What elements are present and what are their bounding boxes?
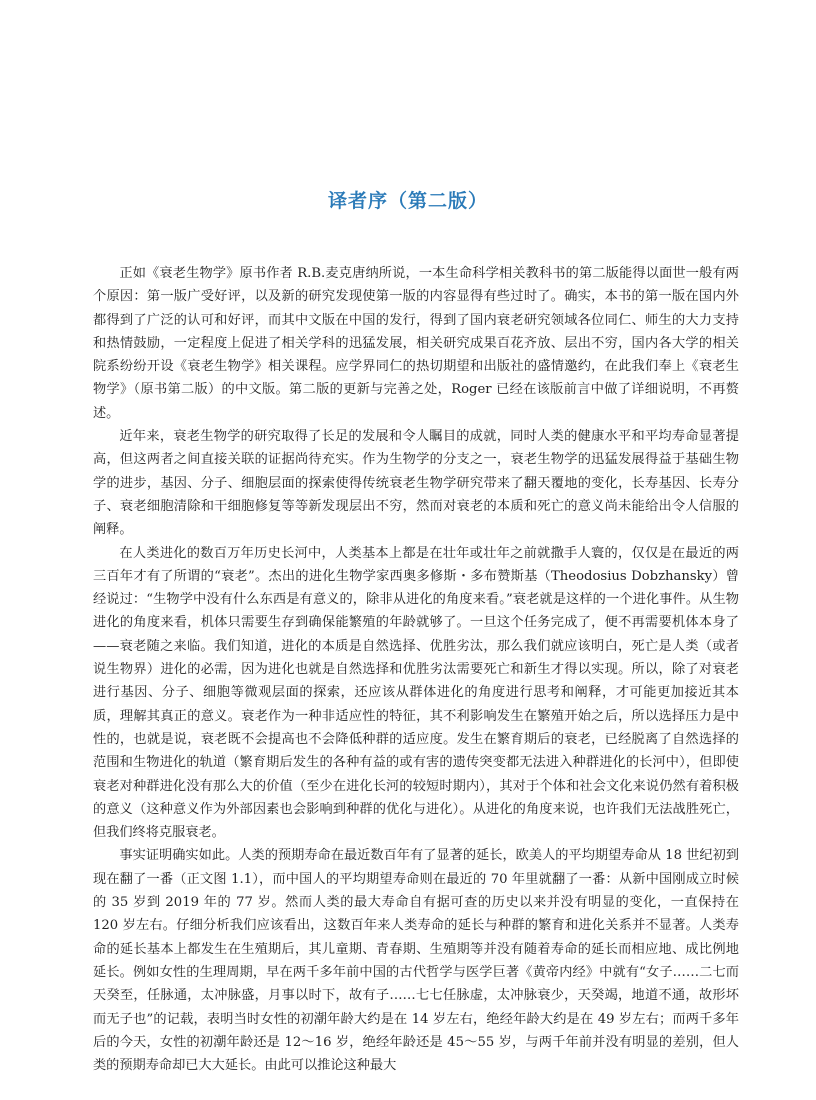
- paragraph-1: 正如《衰老生物学》原书作者 R.B.麦克唐纳所说，一本生命科学相关教科书的第二版能得以面世一般有两个原因：第一版广受好评，以及新的研究发现使第一版的内容显得有些过时了。确实，本书的第一版在国内外都得到了广泛的认可和好评，而其中文版在中国的发行，得到了国内衰老研究领域各位同仁、师生的大力支持和热情鼓励，一定程度上促进了相关学科的迅猛发展，相关研究成果百花齐放、层出不穷，国内各大学的相关院系纷纷开设《衰老生物学》相关课程。应学界同仁的热切期望和出版社的盛情邀约，在此我们奉上《衰老生物学》（原书第二版）的中文版。第二版的更新与完善之处，Roger 已经在该版前言中做了详细说明，不再赘述。: [93, 266, 739, 421]
- paragraph-3: 在人类进化的数百万年历史长河中，人类基本上都是在壮年或壮年之前就撒手人寰的，仅仅是在最近的两三百年才有了所谓的“衰老”。杰出的进化生物学家西奥多修斯・多布赞斯基（Theodosius Dobzhansky）曾经说过：“生物学中没有什么东西是有意义的，除非从进化的角度来看。”衰老就是这样的一个进化事件。从生物进化的角度来看，机体只需要生存到确保能繁殖的年龄就够了。一旦这个任务完成了，便不再需要机体本身了——衰老随之来临。我们知道，进化的本质是自然选择、优胜劣汰，那么我们就应该明白，死亡是人类（或者说生物界）进化的必需，因为进化也就是自然选择和优胜劣汰需要死亡和新生才得以实现。所以，除了对衰老进行基因、分子、细胞等微观层面的探索，还应该从群体进化的角度进行思考和阐释，才可能更加接近其本质，理解其真正的意义。衰老作为一种非适应性的特征，其不利影响发生在繁殖开始之后，所以选择压力是中性的，也就是说，衰老既不会提高也不会降低种群的适应度。发生在繁育期后的衰老，已经脱离了自然选择的范围和生物进化的轨道（繁育期后发生的各种有益的或有害的遗传突变都无法进入种群进化的长河中），但即使衰老对种群进化没有那么大的价值（至少在进化长河的较短时期内），其对于个体和社会文化来说仍然有着积极的意义（这种意义作为外部因素也会影响到种群的优化与进化）。从进化的角度来说，也许我们无法战胜死亡，但我们终将克服衰老。: [93, 545, 739, 841]
- body-text: [93, 262, 739, 1077]
- page-title: 译者序（第二版）: [327, 190, 488, 212]
- paragraph-4: 事实证明确实如此。人类的预期寿命在最近数百年有了显著的延长，欧美人的平均期望寿命从 18 世纪初到现在翻了一番（正文图 1.1），而中国人的平均期望寿命则在最近的 70 年里就翻了一番：从新中国刚成立时候的 35 岁到 2019 年的 77 岁。然而人类的最大寿命自有据可查的历史以来并没有明显的变化，一直保持在 120 岁左右。仔细分析我们应该看出，这数百年来人类寿命的延长与种群的繁育和进化关系并不显著。人类寿命的延长基本上都发生在生殖期后，其儿童期、青春期、生殖期等并没有随着寿命的延长而相应地、成比例地延长。例如女性的生理周期，早在两千多年前中国的古代哲学与医学巨著《黄帝内经》中就有“女子……二七而天癸至，任脉通，太冲脉盛，月事以时下，故有子……七七任脉虚，太冲脉衰少，天癸竭，地道不通，故形坏而无子也”的记载，表明当时女性的初潮年龄大约是在 14 岁左右，绝经年龄大约是在 49 岁左右；而两千多年后的今天，女性的初潮年龄还是 12～16 岁，绝经年龄还是 45～55 岁，与两千年前并没有明显的差别，但人类的预期寿命却已大大延长。由此可以推论这种最大: [93, 848, 739, 1074]
- paragraph-2: 近年来，衰老生物学的研究取得了长足的发展和令人瞩目的成就，同时人类的健康水平和平均寿命显著提高，但这两者之间直接关联的证据尚待充实。作为生物学的分支之一，衰老生物学的迅猛发展得益于基础生物学的进步，基因、分子、细胞层面的探索使得传统衰老生物学研究带来了翻天覆地的变化，长寿基因、长寿分子、衰老细胞清除和干细胞修复等等新发现层出不穷，然而对衰老的本质和死亡的意义尚未能给出令人信服的阐释。: [93, 429, 739, 538]
